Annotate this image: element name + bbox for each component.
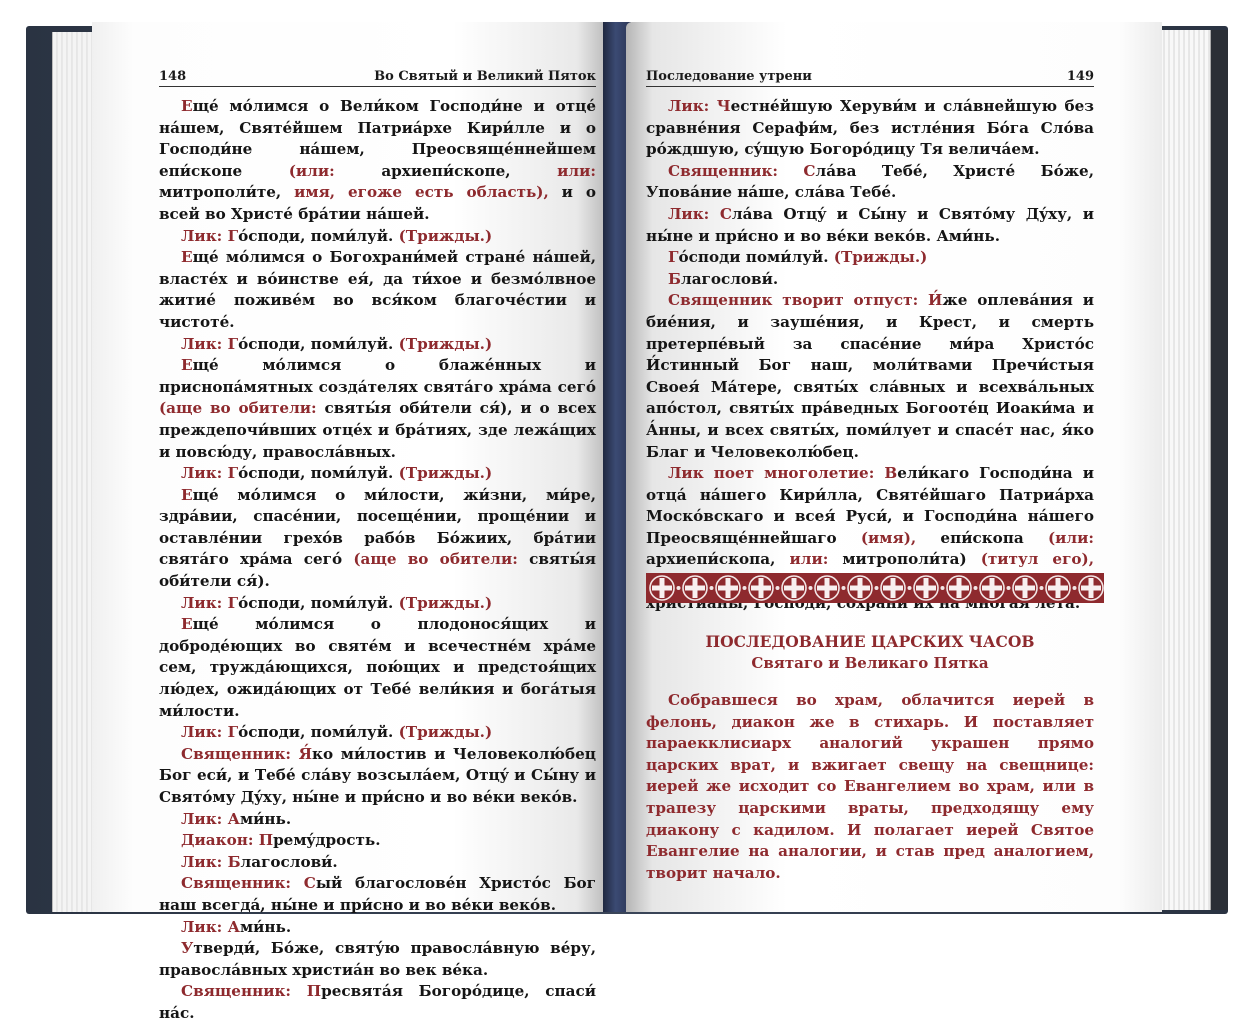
paragraph <box>159 463 596 485</box>
rubric-note: (Трижды.) <box>398 723 493 742</box>
paragraph <box>159 852 596 874</box>
drop-initial: Б <box>668 269 681 288</box>
drop-initial: А <box>227 917 240 936</box>
paragraph-text: ресвятáя Богорóдице, спаси́ нáс. <box>159 982 596 1022</box>
drop-initial: Г <box>227 723 239 742</box>
paragraph <box>159 485 596 593</box>
paragraph-text: ко ми́лостив и Человеколю́бец Бог еси́, и Тебé слáву возсылáем, Отцý и Сы́ну и Святóму Дýху, ны́не и при́сно и во вéки векóв. <box>159 744 596 806</box>
paragraph-text: лагослови́. <box>240 852 338 871</box>
paragraph-text: óсподи, поми́луй. <box>238 723 399 742</box>
paragraph <box>159 744 596 809</box>
paragraph <box>646 269 1094 291</box>
paragraph-text: лáва Тебé, Христé Бóже, Уповáние нáше, слáва Тебé. <box>646 161 1094 202</box>
drop-initial: Е <box>181 615 193 634</box>
drop-initial: С <box>303 874 316 893</box>
drop-initial: П <box>306 982 322 1001</box>
paragraph <box>159 830 596 852</box>
paragraph <box>159 96 596 226</box>
drop-initial: У <box>181 939 194 958</box>
drop-initial: Е <box>181 248 193 267</box>
speaker-label: Священник: <box>181 744 299 763</box>
paragraph-text: óсподи, поми́луй. <box>238 464 399 483</box>
paragraph <box>646 247 1094 269</box>
left-running-head <box>159 62 596 87</box>
running-head-title: Во Святый и Великий Пяток <box>374 69 596 84</box>
drop-initial: Е <box>181 485 193 504</box>
paragraph-text: архиепи́скопа, <box>646 550 790 569</box>
paragraph-text: митрополи́те, <box>159 183 295 202</box>
paragraph <box>159 981 596 1024</box>
speaker-label: Священник: <box>668 161 804 180</box>
paragraph <box>646 290 1094 463</box>
paragraph <box>646 96 1094 161</box>
paragraph-text: щé мóлимся о Вели́ком Господи́не и отцé нáшем, Святéйшем Патриáрхе Кири́лле и о Господи́не нáшем, Преосвящéннейшем епи́скопе <box>159 97 596 180</box>
speaker-label: Лик: <box>668 97 717 115</box>
drop-initial: Г <box>227 593 239 612</box>
paragraph <box>159 247 596 333</box>
drop-initial: С <box>803 161 816 180</box>
rubric-note: или: <box>557 161 596 180</box>
speaker-label: Лик: <box>181 593 228 612</box>
speaker-label: Лик: <box>181 464 228 483</box>
book-cover-back-edge <box>1210 30 1228 910</box>
drop-initial: Г <box>227 226 239 245</box>
rubric-note: (Трижды.) <box>833 248 928 267</box>
drop-initial: Е <box>181 356 193 375</box>
drop-initial: Е <box>181 97 193 115</box>
paragraph-text: óсподи поми́луй. <box>678 248 834 267</box>
paragraph-text: митрополи́та) <box>828 550 981 569</box>
paragraph-text: щé мóлимся о блажéнных и приснопáмятных создáтелях святáго хрáма сегó <box>159 356 596 396</box>
rubric-note: (или: <box>1047 528 1095 547</box>
rubric-note: (титул его), <box>980 550 1095 569</box>
drop-initial: Б <box>227 852 241 871</box>
paragraph-text: лагослови́. <box>680 269 779 288</box>
drop-initial: Г <box>227 334 239 353</box>
drop-initial: И́ <box>928 291 943 310</box>
drop-initial: В <box>884 464 898 483</box>
paragraph-text: óсподи, поми́луй. <box>238 226 399 245</box>
speaker-label: Диакон: <box>181 831 259 850</box>
paragraph <box>159 809 596 831</box>
drop-initial: Ч <box>716 97 731 115</box>
paragraph <box>646 161 1094 204</box>
section-subtitle: Святаго и Великаго Пятка <box>751 654 989 672</box>
rubric-note: (Трижды.) <box>398 464 493 483</box>
section-title: ПОСЛЕДОВАНИЕ ЦАРСКИХ ЧАСОВ <box>705 632 1035 651</box>
paragraph-text: óсподи, поми́луй. <box>238 593 399 612</box>
cross-band-ornament-icon <box>646 573 1104 603</box>
paragraph-text: ми́нь. <box>239 917 292 936</box>
section-rubric: Собравшеся во храм, облачится иерей в фелонь, диакон же в стихарь. И поставляет параекклисиарх аналогий украшен прямо царских врат, и вжигает свещу на свещнице: иерей же исходит со Евангелием во храм, или в трапезу царскими враты, предходящу ему диакону с кадилом. И полагает иерей Святое Евангелие на аналогии, и став пред аналогием, творит начало. <box>646 691 1094 882</box>
paragraph-text: епи́скопа <box>916 528 1048 547</box>
rubric-note: (Трижды.) <box>398 226 493 245</box>
running-head-title: Последование утрени <box>646 69 812 84</box>
paragraph-text: ремýдрость. <box>273 831 381 850</box>
paragraph-text: щé мóлимся о Богохрани́мей странé нáшей, властéх и вóинстве ея́, да ти́хое и безмóлвное житиé поживéм во вся́ком благочéстии и чистотé. <box>159 248 596 331</box>
rubric-note: или: <box>789 550 829 569</box>
speaker-label: Лик: <box>181 723 228 742</box>
paragraph <box>159 938 596 981</box>
rubric-note: (аще во обители: <box>353 550 518 569</box>
speaker-label: Священник: <box>181 982 307 1001</box>
drop-initial: С <box>719 204 732 223</box>
speaker-label: Священник творит отпуст: <box>668 291 929 310</box>
drop-initial: П <box>258 831 274 850</box>
paragraph <box>159 226 596 248</box>
speaker-label: Лик: <box>668 204 720 223</box>
paragraph-text: архиепи́скопе, <box>334 161 558 180</box>
drop-initial: Я́ <box>298 744 313 763</box>
paragraph-text: ели́каго Господи́на и отцá нáшего Кири́лла, Святéйшаго Патриáрха Москóвскаго и всея́ Руси́, и Господи́на нáшего Преосвящéннейшаго <box>646 464 1094 547</box>
paragraph <box>159 917 596 939</box>
rubric-note: (аще во обители: <box>159 399 317 418</box>
speaker-label: Лик: <box>181 809 228 828</box>
paragraph <box>159 334 596 356</box>
right-text-block <box>646 96 1094 614</box>
drop-initial: А <box>227 809 240 828</box>
paragraph <box>159 355 596 463</box>
paragraph-text: святы́я оби́тели ся́). <box>159 550 597 591</box>
speaker-label: Лик: <box>181 334 228 353</box>
paragraph-text: ми́нь. <box>239 809 292 828</box>
paragraph <box>159 722 596 744</box>
paragraph-text: лáва Отцý и Сы́ну и Святóму Дýху, и ны́не и при́сно и во вéки векóв. Ами́нь. <box>646 204 1094 245</box>
page-edges-right <box>1160 30 1211 910</box>
page-number: 149 <box>1066 69 1094 84</box>
paragraph-text: тверди́, Бóже, святýю правослáвную вéру, правослáвных христиáн во век вéка. <box>159 939 596 979</box>
paragraph-text: естнéйшую Херуви́м и слáвнейшую без сравнéния Серафи́м, без истлéния Бóга Слóва рóждшую, сýщую Богорóдицу Тя величáем. <box>646 97 1094 159</box>
paragraph-text: щé мóлимся о плодонося́щих и добродéющих во святéм и всечестнéм хрáме сем, труждáющихся, пою́щих и предстоя́щих лю́дех, ожидáющих от Тебé вели́кия и богáтыя ми́лости. <box>159 615 596 720</box>
paragraph-text: ый благословéн Христóс Бог наш всегдá, ны́не и при́сно и во вéки векóв. <box>159 874 596 914</box>
paragraph-text: святы́я оби́тели ся́), и о всех преждепочи́вших отцéх и брáтиях, зде лежáщих и повсю́ду, правослáвных. <box>159 399 597 461</box>
speaker-label: Лик: <box>181 852 228 871</box>
rubric-note: имя, егоже есть область), <box>294 183 549 202</box>
paragraph-text: щé мóлимся о ми́лости, жи́зни, ми́ре, здрáвии, спасéнии, посещéнии, прощéнии и оставлéнии грехóв рабóв Бóжиих, брáтии святáго хрáма сегó <box>159 485 596 569</box>
speaker-label: Священник: <box>181 874 304 893</box>
speaker-label: Лик поет многолетие: <box>668 464 885 483</box>
paragraph-text: óсподи, поми́луй. <box>238 334 399 353</box>
right-running-head <box>646 62 1094 87</box>
rubric-note: (или: <box>288 161 335 180</box>
paragraph <box>159 614 596 722</box>
paragraph <box>159 873 596 916</box>
paragraph <box>159 593 596 615</box>
left-text-block <box>159 96 596 1025</box>
speaker-label: Лик: <box>181 226 228 245</box>
rubric-note: (Трижды.) <box>398 334 493 353</box>
page-edges-left <box>52 32 95 912</box>
drop-initial: Г <box>668 248 679 267</box>
rubric-note: (имя), <box>860 528 917 547</box>
paragraph-text: же оплевáния и биéния, и заушéния, и Крест, и смерть претерпéвый за спасéние ми́ра Христóс И́стинный Бог наш, моли́твами Пречи́стыя Своея́ Мáтере, святы́х слáвных и всехвáльных апóстол, святы́х прáведных Богоотéц Иоаки́ма и А́нны, и всех святы́х, поми́лует и спасéт нас, я́ко Благ и Человеколю́бец. <box>646 291 1094 461</box>
paragraph <box>646 204 1094 247</box>
left-page <box>92 22 608 1022</box>
page-number: 148 <box>159 69 187 84</box>
paragraph-text: и о всей во Христé брáтии нáшей. <box>159 183 596 223</box>
rubric-note: (Трижды.) <box>398 593 493 612</box>
drop-initial: Г <box>227 464 239 483</box>
speaker-label: Лик: <box>181 917 228 936</box>
right-page <box>626 22 1162 912</box>
